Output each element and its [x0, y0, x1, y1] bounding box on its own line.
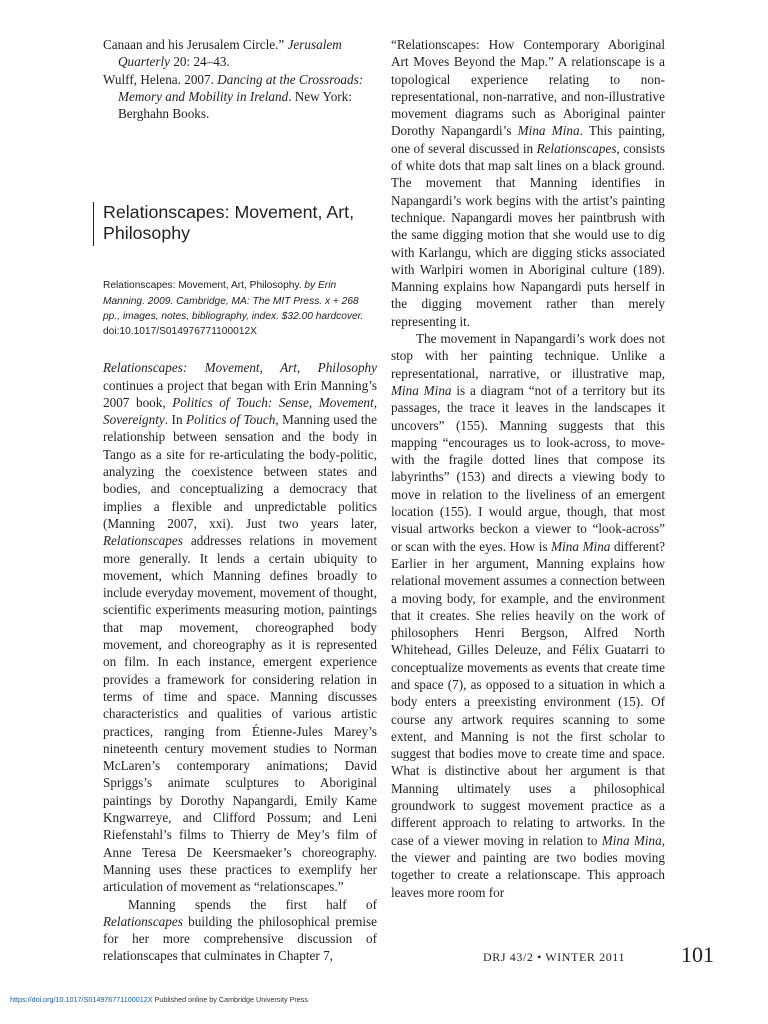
- reference-text: . New York: Berghahn Books.: [118, 88, 352, 122]
- citation-details: by Erin Manning. 2009. Cambridge, MA: The MIT Press. x + 268 pp., images, notes, bibliography, index. $32.00 hardcover.: [103, 280, 364, 322]
- italic-title: Mina Mina: [391, 382, 452, 398]
- citation-doi: doi:10.1017/S014976771100012X: [103, 326, 257, 338]
- reference-text: Canaan and his Jerusalem Circle.”: [103, 37, 288, 52]
- italic-title: Relationscapes: Movement, Art, Philosophy: [103, 360, 377, 376]
- body-paragraph: [391, 36, 665, 330]
- italic-title: Relationscapes: [536, 140, 617, 156]
- italic-title: Relationscapes: [103, 533, 183, 549]
- body-text: , consists of white dots that map salt lines on a black ground. The movement that Manning identifies in Napangardi’s work begins with the artist’s painting technique. Napangardi moves her paintbrush with the same digging motion that she would use to dig with Karlangu, which are digging sticks associated with Warlpiri women in Aboriginal culture (189). Manning explains how Napangardi puts herself in the digging movement rather than merely representing it.: [391, 140, 665, 329]
- published-online-line: [10, 995, 308, 1004]
- citation-title: Relationscapes: Movement, Art, Philosophy.: [103, 280, 302, 292]
- review-citation: [103, 278, 377, 339]
- italic-title: Mina Mina: [551, 538, 611, 554]
- page-number: 101: [681, 942, 714, 967]
- review-heading: Relationscapes: Movement, Art, Philosophy: [103, 202, 377, 244]
- reference-title: Jerusalem Quarterly: [118, 37, 342, 70]
- body-text: different? Earlier in her argument, Manning explains how relational movement assumes a connection between a moving body, for example, and the environment that it creates. She relies heavily on the work of philosophers Henri Bergson, Alfred North Whitehead, Gilles Deleuze, and Félix Guatarri to conceptualize movements as events that create time and space (7), as opposed to a situation in which a body enters a preexisting environment (15). Of course any artwork requires scanning to some extent, and Manning is not the first scholar to suggest that bodies move to create time and space. What is distinctive about her argument is that Manning ultimately uses a philosophical groundwork to suggest movement practice as a different approach to relating to artworks. In the case of a viewer moving in relation to: [391, 538, 665, 848]
- body-text: The movement in Napangardi’s work does not stop with her painting technique. Unlike a representational, narrative, or illustrative map,: [391, 331, 665, 381]
- italic-title: Politics of Touch: [186, 412, 276, 428]
- italic-title: Mina Mina: [601, 832, 662, 848]
- body-text: “Relationscapes: How Contemporary Aboriginal Art Moves Beyond the Map.” A relationscape is a topological experience relating to non-representational, non-narrative, and non-illustrative movement diagrams such as Aboriginal painter Dorothy Napangardi’s: [391, 37, 665, 139]
- body-paragraph: [103, 896, 377, 965]
- body-text: addresses relations in movement more generally. It lends a certain ubiquity to movement, which Manning defines broadly to include everyday movement, movement of thought, scientific experiments measuring motion, paintings that map movement, choreographed body movement, and choreography as it is represented on film. In each instance, emergent experience provides a framework for considering relation in terms of time and space. Manning discusses characteristics and qualities of various artistic practices, ranging from Étienne-Jules Marey’s nineteenth century movement studies to Norman McLaren’s contemporary animations; David Spriggs’s animate sculptures to Aboriginal paintings by Dorothy Napangardi, Emily Kame Kngwarreye, and Clifford Possum; and Leni Riefenstahl’s films to Thierry de Mey’s film of Anne Teresa De Keersmaeker’s choreography. Manning uses these practices to exemplify her articulation of movement as “relationscapes.”: [103, 533, 377, 895]
- body-text: , the viewer and painting are two bodies moving together to create a relationscape. This approach leaves more room for: [391, 832, 665, 900]
- body-text: continues a project that began with Erin Manning’s 2007 book,: [103, 377, 377, 410]
- body-text: . In: [164, 412, 187, 428]
- italic-title: Mina Mina: [517, 123, 580, 139]
- reference-text: 20: 24–43.: [170, 54, 230, 70]
- left-column: [103, 36, 377, 965]
- body-paragraph: [103, 359, 377, 895]
- doi-link[interactable]: https://doi.org/10.1017/S014976771100012X: [10, 995, 153, 1004]
- journal-footer: DRJ 43/2 • WINTER 2011: [483, 950, 626, 964]
- reference-title: Dancing at the Crossroads: Memory and Mobility in Ireland: [118, 71, 364, 104]
- body-text: . This painting, one of several discussed in: [391, 123, 665, 156]
- reference-text: Wulff, Helena. 2007.: [103, 71, 218, 87]
- italic-title: Relationscapes: [103, 913, 183, 929]
- body-paragraph: [391, 330, 665, 901]
- published-online-text: Published online by Cambridge University Press: [152, 995, 308, 1004]
- body-text: , Manning used the relationship between sensation and the body in Tango as a site for re-articulating the body-politic, analyzing the coexistence between states and bodies, and conceptualizing a democracy that implies a flexible and unpredictable politics (Manning 2007, xxi). Just two years later,: [103, 412, 377, 531]
- italic-title: Politics of Touch: Sense, Movement, Sovereignty: [103, 394, 377, 428]
- body-text: building the philosophical premise for her more comprehensive discussion of relationscapes that culminates in Chapter 7,: [103, 913, 377, 964]
- reference-entry: [103, 36, 377, 71]
- reference-entry: [103, 71, 377, 123]
- body-text: is a diagram “not of a territory but its passages, the trace it leaves in the landscapes it uncovers” (155). Manning suggests that this mapping “encourages us to look-across, to move-with the fragile dotted lines that compose its labyrinths” (153) and directs a viewing body to move in relation to the liveliness of an emergent location (155). I would argue, though, that most visual artworks beckon a viewer to “look-across” or scan with the eyes. How is: [391, 382, 665, 554]
- body-text: Manning spends the first half of: [128, 896, 377, 912]
- right-column: [391, 36, 665, 901]
